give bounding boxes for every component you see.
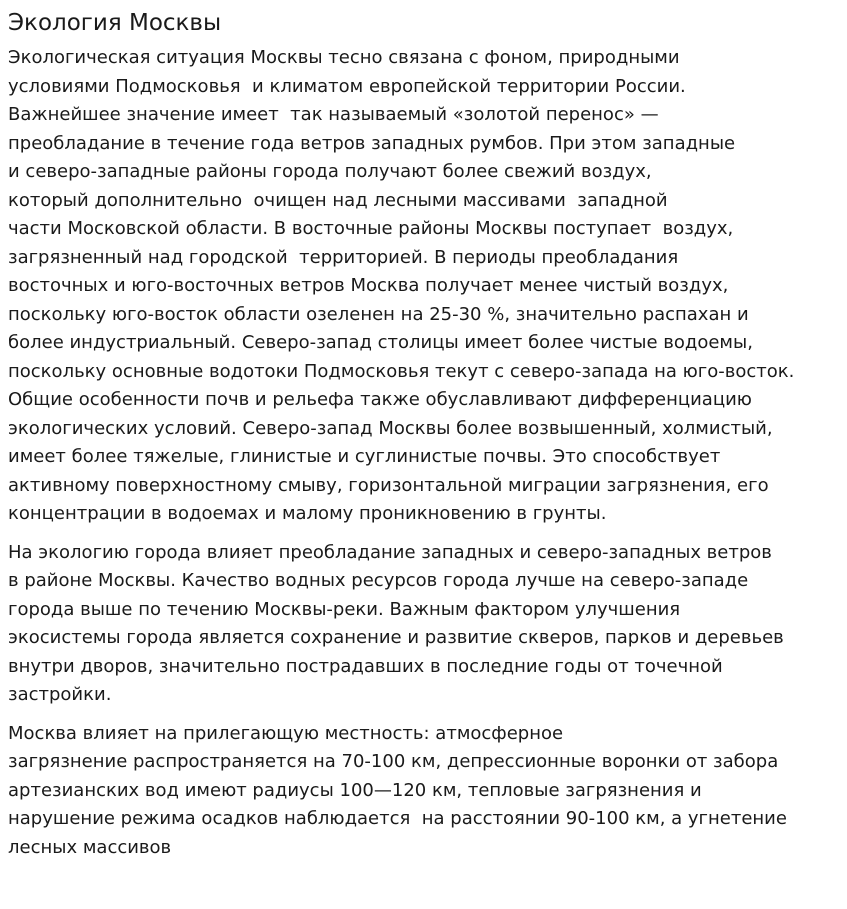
paragraph-line: восточных и юго-восточных ветров Москва получает менее чистый воздух, [8,275,729,296]
paragraph-line: более индустриальный. Северо-запад столицы имеет более чистые водоемы, [8,332,753,353]
paragraph-line: поскольку юго-восток области озеленен на 25-30 %, значительно распахан и [8,303,749,325]
paragraph-line: Общие особенности почв и рельефа также обуславливают дифференциацию [8,389,752,410]
paragraph-line: экосистемы города является сохранение и развитие скверов, парков и деревьев [8,627,784,648]
page-title: Экология Москвы [8,10,222,36]
paragraph-line: лесных массивов [8,836,172,858]
paragraph-line: нарушение режима осадков наблюдается на расстоянии 90-100 км, а угнетение [8,808,787,829]
paragraph-2 [8,539,843,710]
paragraph-1 [8,44,843,529]
paragraph-line: активному поверхностному смыву, горизонтальной миграции загрязнения, его [8,474,769,496]
paragraph-line: загрязнение распространяется на 70-100 км, депрессионные воронки от забора [8,751,779,772]
paragraph-line: застройки. [8,684,112,705]
paragraph-line: поскольку основные водотоки Подмосковья текут с северо-запада на юго-восток. [8,360,795,382]
paragraph-line: города выше по течению Москвы-реки. Важным фактором улучшения [8,598,681,620]
article [8,6,843,872]
paragraph-line: концентрации в водоемах и малому проникновению в грунты. [8,503,607,524]
paragraph-line: загрязненный над городской территорией. В периоды преобладания [8,246,679,268]
paragraph-line: условиями Подмосковья и климатом европейской территории России. [8,75,686,97]
paragraph-line: артезианских вод имеют радиусы 100—120 км, тепловые загрязнения и [8,779,702,801]
paragraph-line: и северо-западные районы города получают более свежий воздух, [8,161,652,182]
paragraph-line: в районе Москвы. Качество водных ресурсов города лучше на северо-западе [8,570,749,591]
paragraph-line: преобладание в течение года ветров западных румбов. При этом западные [8,132,736,154]
paragraph-line: Экологическая ситуация Москвы тесно связана с фоном, природными [8,47,680,68]
paragraph-line: внутри дворов, значительно пострадавших в последние годы от точечной [8,655,723,677]
paragraph-line: имеет более тяжелые, глинистые и суглинистые почвы. Это способствует [8,446,721,467]
paragraph-line: который дополнительно очищен над лесными массивами западной [8,189,668,211]
paragraph-3 [8,720,843,863]
paragraph-line: Важнейшее значение имеет так называемый «золотой перенос» — [8,104,659,125]
paragraph-line: Москва влияет на прилегающую местность: атмосферное [8,722,564,744]
paragraph-line: На экологию города влияет преобладание западных и северо-западных ветров [8,541,772,563]
paragraph-line: части Московской области. В восточные районы Москвы поступает воздух, [8,218,734,239]
paragraph-line: экологических условий. Северо-запад Москвы более возвышенный, холмистый, [8,417,773,439]
